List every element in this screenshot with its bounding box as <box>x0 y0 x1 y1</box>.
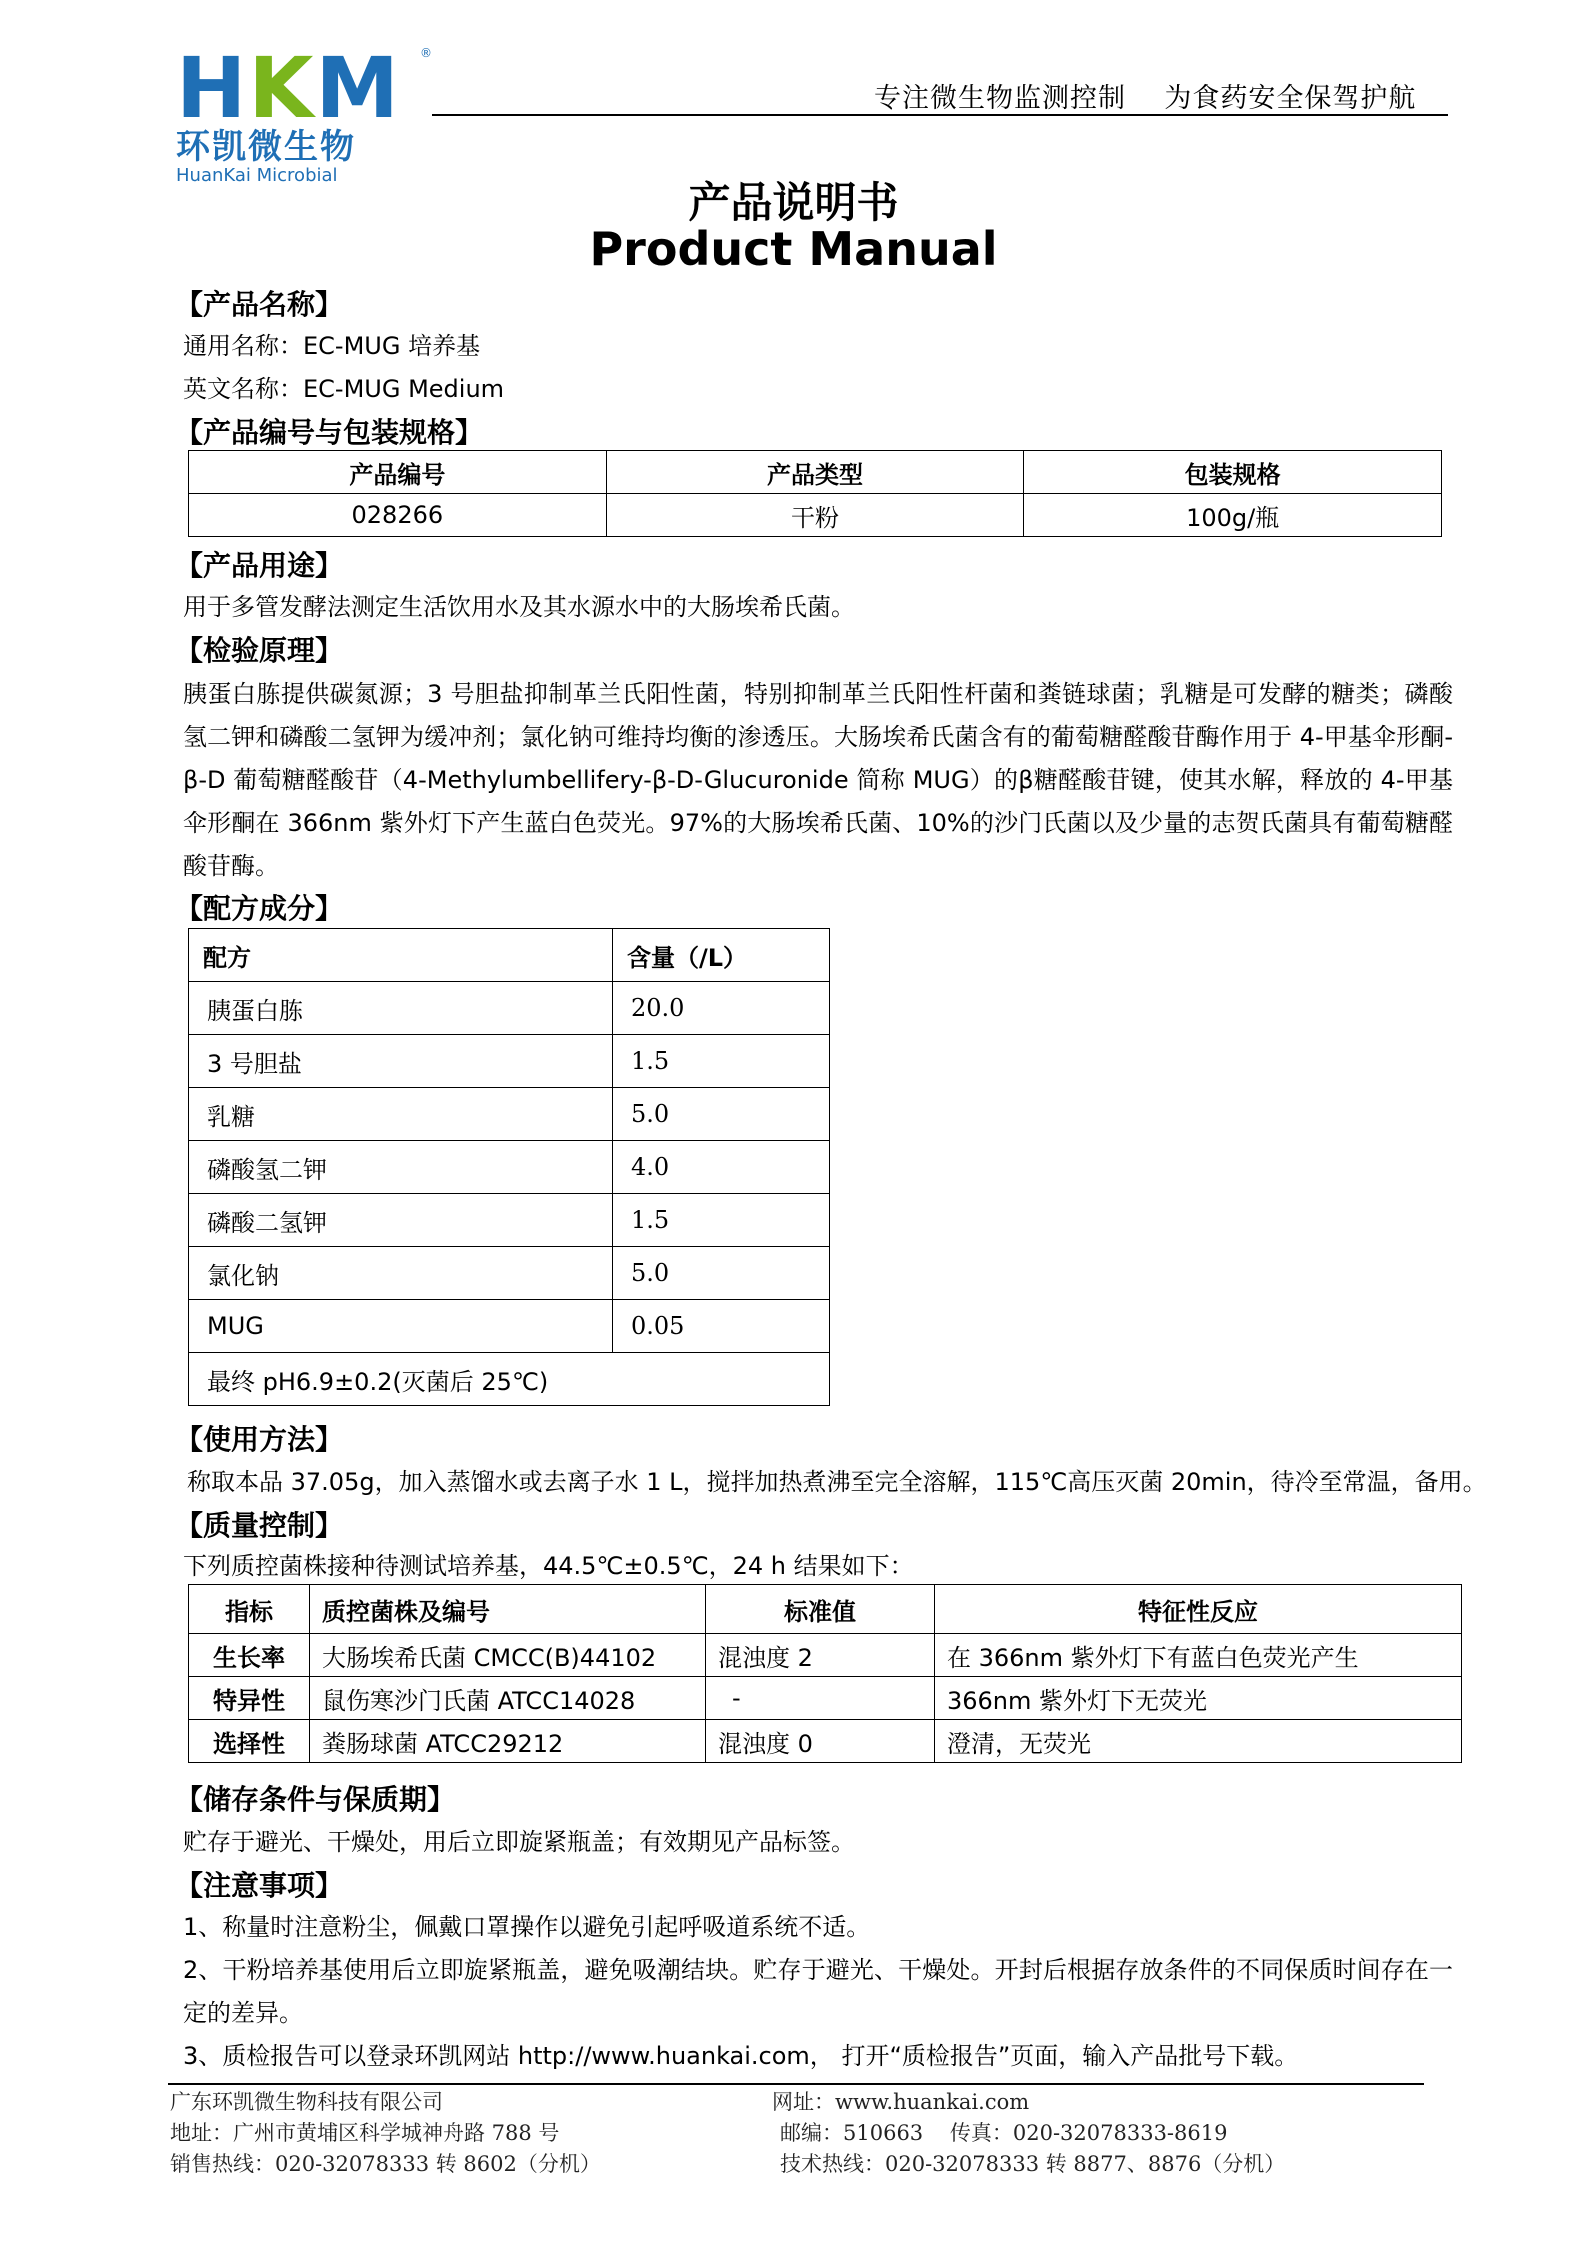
product-type: 干粉 <box>606 494 1024 537</box>
table-header-cell: 含量（/L） <box>613 929 830 982</box>
qc-indicator: 特异性 <box>189 1677 310 1720</box>
product-code: 028266 <box>189 494 607 537</box>
ingredient-name: 胰蛋白胨 <box>189 982 613 1035</box>
qc-table <box>188 1584 1462 1763</box>
final-ph: 最终 pH6.9±0.2(灭菌后 25℃) <box>189 1353 830 1406</box>
table-header-cell: 标准值 <box>706 1585 935 1634</box>
table-header-cell: 指标 <box>189 1585 310 1634</box>
section-heading-usage: 【产品用途】 <box>175 549 344 582</box>
spec-table <box>188 450 1442 537</box>
ingredient-name: 氯化钠 <box>189 1247 613 1300</box>
section-heading-product-name: 【产品名称】 <box>175 288 344 321</box>
section-heading-storage: 【储存条件与保质期】 <box>175 1783 456 1816</box>
section-heading-method: 【使用方法】 <box>175 1423 344 1456</box>
ingredient-amount: 20.0 <box>613 982 830 1035</box>
qc-indicator: 生长率 <box>189 1634 310 1677</box>
ingredient-amount: 4.0 <box>613 1141 830 1194</box>
qc-standard: 混浊度 2 <box>706 1634 935 1677</box>
ingredient-amount: 5.0 <box>613 1088 830 1141</box>
section-heading-spec: 【产品编号与包装规格】 <box>175 416 484 449</box>
qc-reaction: 366nm 紫外灯下无荧光 <box>935 1677 1462 1720</box>
english-name: 英文名称：EC-MUG Medium <box>183 375 505 403</box>
table-row <box>189 1194 830 1247</box>
title-english: Product Manual <box>589 222 998 276</box>
header-slogan: 专注微生物监测控制 为食药安全保驾护航 <box>874 83 1417 114</box>
company-logo <box>176 39 432 186</box>
title-chinese: 产品说明书 <box>688 178 899 227</box>
logo-english-name: HuanKai Microbial <box>176 165 338 186</box>
registered-mark: ® <box>420 46 432 60</box>
ingredient-name: 3 号胆盐 <box>189 1035 613 1088</box>
footer-website: 网址：www.huankai.com <box>772 2090 1030 2114</box>
table-row <box>189 1677 1462 1720</box>
ingredient-name: 磷酸氢二钾 <box>189 1141 613 1194</box>
principle-text: 胰蛋白胨提供碳氮源；3 号胆盐抑制革兰氏阳性菌，特别抑制革兰氏阳性杆菌和粪链球菌；乳糖是可发酵的糖类；磷酸氢二钾和磷酸二氢钾为缓冲剂；氯化钠可维持均衡的渗透压。大肠埃希氏菌含有的葡萄糖醛酸苷酶作用于 4-甲基伞形酮-β-D 葡萄糖醛酸苷（4-Methylumbellifery-β-D-Glucuronide 简称 MUG）的β糖醛酸苷键，使其水解，释放的 4-甲基伞形酮在 366nm 紫外灯下产生蓝白色荧光。97%的大肠埃希氏菌、10%的沙门氏菌以及少量的志贺氏菌具有葡萄糖醛酸苷酶。 <box>183 680 1453 880</box>
logo-mark <box>176 39 426 137</box>
table-row <box>189 1634 1462 1677</box>
logo-chinese-name: 环凯微生物 <box>176 127 356 167</box>
footer-tech-hotline: 技术热线：020-32078333 转 8877、8876（分机） <box>780 2152 1286 2176</box>
footer-company: 广东环凯微生物科技有限公司 <box>170 2090 443 2114</box>
table-row <box>189 1247 830 1300</box>
section-heading-qc: 【质量控制】 <box>175 1509 344 1542</box>
ingredient-amount: 1.5 <box>613 1194 830 1247</box>
footer-address: 地址：广州市黄埔区科学城神舟路 788 号 <box>170 2121 560 2145</box>
qc-indicator: 选择性 <box>189 1720 310 1763</box>
qc-reaction: 在 366nm 紫外灯下有蓝白色荧光产生 <box>935 1634 1462 1677</box>
footer-divider <box>168 2083 1424 2085</box>
section-heading-notes: 【注意事项】 <box>175 1869 344 1902</box>
footer-sales-hotline: 销售热线：020-32078333 转 8602（分机） <box>170 2152 601 2176</box>
note-item: 2、干粉培养基使用后立即旋紧瓶盖，避免吸潮结块。贮存于避光、干燥处。开封后根据存放条件的不同保质时间存在一定的差异。 <box>183 1956 1453 2027</box>
table-row <box>189 982 830 1035</box>
note-item: 1、称量时注意粉尘，佩戴口罩操作以避免引起呼吸道系统不适。 <box>183 1913 871 1941</box>
ingredient-name: MUG <box>189 1300 613 1353</box>
ingredient-name: 磷酸二氢钾 <box>189 1194 613 1247</box>
table-row <box>189 1035 830 1088</box>
table-header-cell: 产品编号 <box>189 451 607 494</box>
ingredient-amount: 5.0 <box>613 1247 830 1300</box>
usage-text: 用于多管发酵法测定生活饮用水及其水源水中的大肠埃希氏菌。 <box>183 593 855 621</box>
formula-table <box>188 928 830 1406</box>
table-row <box>189 1353 830 1406</box>
qc-reaction: 澄清，无荧光 <box>935 1720 1462 1763</box>
qc-standard: - <box>706 1677 935 1720</box>
qc-strain: 鼠伤寒沙门氏菌 ATCC14028 <box>310 1677 706 1720</box>
table-header-cell: 包装规格 <box>1024 451 1442 494</box>
table-header-cell: 产品类型 <box>606 451 1024 494</box>
method-text: 称取本品 37.05g，加入蒸馏水或去离子水 1 L，搅拌加热煮沸至完全溶解，115℃高压灭菌 20min，待冷至常温，备用。 <box>187 1468 1487 1496</box>
generic-name: 通用名称：EC-MUG 培养基 <box>183 332 481 360</box>
logo-mark-text: HKM <box>176 39 401 137</box>
ingredient-amount: 0.05 <box>613 1300 830 1353</box>
header-divider <box>432 114 1448 116</box>
table-header-row <box>189 929 830 982</box>
qc-strain: 粪肠球菌 ATCC29212 <box>310 1720 706 1763</box>
storage-text: 贮存于避光、干燥处，用后立即旋紧瓶盖；有效期见产品标签。 <box>183 1828 855 1856</box>
table-row <box>189 1088 830 1141</box>
note-item: 3、质检报告可以登录环凯网站 http://www.huankai.com， 打开“质检报告”页面，输入产品批号下载。 <box>183 2042 1299 2070</box>
qc-strain: 大肠埃希氏菌 CMCC(B)44102 <box>310 1634 706 1677</box>
table-header-row <box>189 451 1442 494</box>
ingredient-amount: 1.5 <box>613 1035 830 1088</box>
table-header-cell: 质控菌株及编号 <box>310 1585 706 1634</box>
qc-standard: 混浊度 0 <box>706 1720 935 1763</box>
section-heading-formula: 【配方成分】 <box>175 892 344 925</box>
table-row <box>189 1300 830 1353</box>
ingredient-name: 乳糖 <box>189 1088 613 1141</box>
qc-intro: 下列质控菌株接种待测试培养基，44.5℃±0.5℃，24 h 结果如下： <box>183 1552 914 1580</box>
table-header-row <box>189 1585 1462 1634</box>
table-header-cell: 配方 <box>189 929 613 982</box>
table-row <box>189 1720 1462 1763</box>
table-row <box>189 494 1442 537</box>
table-header-cell: 特征性反应 <box>935 1585 1462 1634</box>
package-size: 100g/瓶 <box>1024 494 1442 537</box>
footer-postcode-fax: 邮编：510663 传真：020-32078333-8619 <box>780 2121 1228 2145</box>
table-row <box>189 1141 830 1194</box>
section-heading-principle: 【检验原理】 <box>175 634 344 667</box>
